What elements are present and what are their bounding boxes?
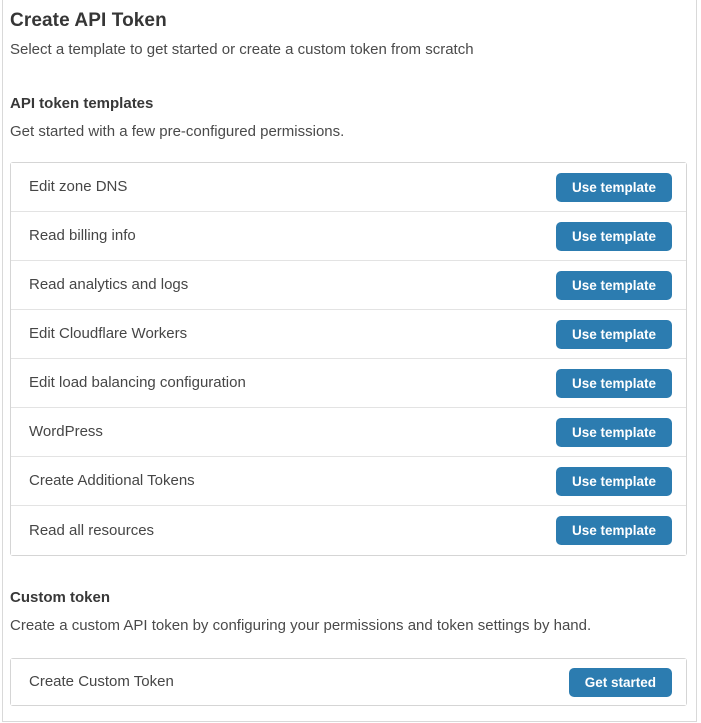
template-row [11,310,686,359]
template-row [11,212,686,261]
template-row-label: Read analytics and logs [29,276,189,293]
template-row [11,261,686,310]
custom-token-heading: Custom token [10,589,111,606]
page-title: Create API Token [10,10,167,31]
custom-token-row [11,659,686,705]
use-template-button[interactable]: Use template [556,173,672,202]
use-template-button[interactable]: Use template [556,516,672,545]
page-subtitle: Select a template to get started or create a custom token from scratch [10,41,474,58]
template-row-label: WordPress [29,423,103,440]
templates-section-description: Get started with a few pre-configured permissions. [10,123,345,140]
page-container [2,0,697,722]
use-template-button[interactable]: Use template [556,369,672,398]
template-row-label: Edit load balancing configuration [29,374,246,391]
custom-token-description: Create a custom API token by configuring your permissions and token settings by hand. [10,617,592,634]
template-row-label: Create Additional Tokens [29,472,195,489]
use-template-button[interactable]: Use template [556,320,672,349]
get-started-button[interactable]: Get started [569,668,672,697]
template-row-label: Read all resources [29,521,155,539]
template-row-label: Edit zone DNS [29,178,128,195]
template-row [11,506,686,555]
template-row [11,359,686,408]
use-template-button[interactable]: Use template [556,271,672,300]
template-row [11,408,686,457]
use-template-button[interactable]: Use template [556,418,672,447]
template-row [11,163,686,212]
use-template-button[interactable]: Use template [556,467,672,496]
use-template-button[interactable]: Use template [556,222,672,251]
template-row [11,457,686,506]
template-row-label: Edit Cloudflare Workers [29,325,188,342]
custom-token-card [10,658,687,706]
templates-section-heading: API token templates [10,95,154,112]
templates-list [10,162,687,556]
template-row-label: Read billing info [29,227,136,244]
custom-token-row-label: Create Custom Token [29,673,174,690]
